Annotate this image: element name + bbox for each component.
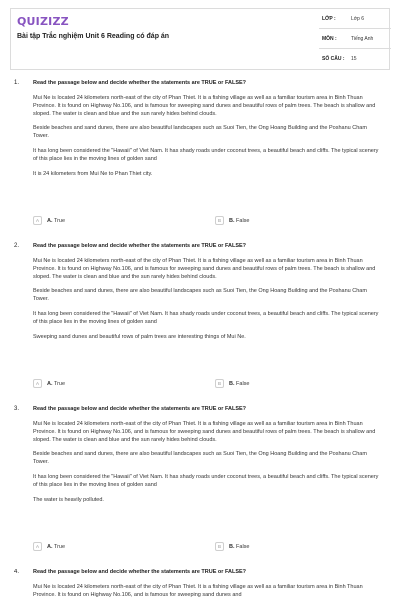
- question-number: 2.: [14, 243, 20, 249]
- passage-paragraph: It has long been considered the "Hawaii" of Viet Nam. It has shady roads under coconut trees, a beautiful beach and cliffs. The typical scenery of this place lies in the moving lines of golden sand: [33, 147, 379, 162]
- quizizz-logo[interactable]: QUIZIZZ: [17, 15, 69, 28]
- option-b-label: False: [236, 543, 250, 550]
- option-b[interactable]: [215, 379, 249, 388]
- passage-paragraph: Mui Ne is located 24 kilometers north-east of the city of Phan Thiet. It is a fishing village as well as a familiar tourism area in Binh Thuan Province. It is found on Highway No.106, and is famous for sweeping sand dunes and beautiful rows of palm trees. The beach is shallow and sloped. The water is clean and blue and the sun rarely hides behind clouds.: [33, 421, 376, 443]
- question-prompt: Read the passage below and decide whether the statements are TRUE or FALSE?: [33, 80, 247, 86]
- question-statement: It is 24 kilometers from Mui Ne to Phan Thiet city.: [33, 170, 153, 177]
- question-statement: Sweeping sand dunes and beautiful rows of palm trees are interesting things of Mui Ne.: [33, 333, 246, 340]
- option-a[interactable]: [33, 379, 65, 388]
- passage-paragraph: Mui Ne is located 24 kilometers north-east of the city of Phan Thiet. It is a fishing village as well as a familiar tourism area in Binh Thuan Province. It is found on Highway No.106, and is famous for sweeping sand dunes and beautiful rows of palm trees. The beach is shallow and sloped. The water is clean and blue and the sun rarely hides behind clouds.: [33, 95, 376, 117]
- option-letter: B.: [229, 380, 235, 387]
- worksheet-header: [10, 8, 390, 70]
- meta-label: LỚP :: [322, 15, 336, 22]
- option-a[interactable]: [33, 542, 65, 551]
- option-a-label: True: [53, 217, 66, 224]
- option-b[interactable]: [215, 216, 249, 225]
- option-b-badge: B: [215, 379, 224, 388]
- passage-paragraph: Mui Ne is located 24 kilometers north-east of the city of Phan Thiet. It is a fishing village as well as a familiar tourism area in Binh Thuan Province. It is found on Highway No.106, and is famous for sweeping sand dunes and beautiful rows of palm trees. The beach is shallow and sloped. The water is clean and blue and the sun rarely hides behind clouds.: [33, 258, 376, 280]
- option-a-badge: A: [33, 542, 42, 551]
- meta-row-subject: [319, 29, 391, 49]
- option-b[interactable]: [215, 542, 249, 551]
- worksheet-meta: [319, 9, 391, 69]
- question-prompt: Read the passage below and decide whether the statements are TRUE or FALSE?: [33, 569, 247, 575]
- option-letter: A.: [47, 217, 53, 224]
- option-letter: A.: [47, 380, 53, 387]
- question-4: [0, 569, 400, 600]
- meta-value: Lớp 6: [351, 15, 365, 22]
- passage-paragraph: Mui Ne is located 24 kilometers north-east of the city of Phan Thiet. It is a fishing village as well as a familiar tourism area in Binh Thuan Province. It is found on Highway No.106, and is famous for sweeping sand dunes and: [33, 584, 363, 598]
- option-a[interactable]: [33, 216, 65, 225]
- question-number: 1.: [14, 80, 20, 86]
- question-passage: [33, 258, 383, 341]
- passage-paragraph: Beside beaches and sand dunes, there are also beautiful landscapes such as Suoi Tien, the Ong Hoang Building and the Poshanu Cham Tower.: [33, 451, 367, 466]
- question-statement: The water is heavily polluted.: [33, 496, 104, 503]
- question-number: 3.: [14, 406, 20, 412]
- passage-paragraph: Beside beaches and sand dunes, there are also beautiful landscapes such as Suoi Tien, the Ong Hoang Building and the Poshanu Cham Tower.: [33, 125, 367, 140]
- question-prompt: Read the passage below and decide whether the statements are TRUE or FALSE?: [33, 406, 247, 412]
- option-a-badge: A: [33, 216, 42, 225]
- option-b-label: False: [236, 217, 250, 224]
- option-a-badge: A: [33, 379, 42, 388]
- question-number: 4.: [14, 569, 20, 575]
- question-passage: [33, 584, 383, 600]
- meta-value: 15: [351, 56, 357, 62]
- passage-paragraph: It has long been considered the "Hawaii" of Viet Nam. It has shady roads under coconut trees, a beautiful beach and cliffs. The typical scenery of this place lies in the moving lines of golden sand: [33, 310, 379, 325]
- question-passage: [33, 421, 383, 504]
- page-title: Bài tập Trắc nghiệm Unit 6 Reading có đáp án: [17, 33, 170, 40]
- question-passage: [33, 95, 383, 178]
- meta-row-question-count: [319, 49, 391, 69]
- option-letter: B.: [229, 543, 235, 550]
- option-b-badge: B: [215, 216, 224, 225]
- option-a-label: True: [53, 380, 66, 387]
- passage-paragraph: Beside beaches and sand dunes, there are also beautiful landscapes such as Suoi Tien, the Ong Hoang Building and the Poshanu Cham Tower.: [33, 288, 367, 303]
- meta-label: MÔN :: [322, 35, 337, 42]
- meta-value: Tiếng Anh: [351, 35, 374, 42]
- meta-row-class: [319, 9, 391, 29]
- passage-paragraph: It has long been considered the "Hawaii" of Viet Nam. It has shady roads under coconut trees, a beautiful beach and cliffs. The typical scenery of this place lies in the moving lines of golden sand: [33, 473, 379, 488]
- option-letter: B.: [229, 217, 235, 224]
- option-b-badge: B: [215, 542, 224, 551]
- question-prompt: Read the passage below and decide whether the statements are TRUE or FALSE?: [33, 243, 247, 249]
- meta-label: SỐ CÂU :: [322, 56, 345, 62]
- option-a-label: True: [53, 543, 66, 550]
- option-letter: A.: [47, 543, 53, 550]
- option-b-label: False: [236, 380, 250, 387]
